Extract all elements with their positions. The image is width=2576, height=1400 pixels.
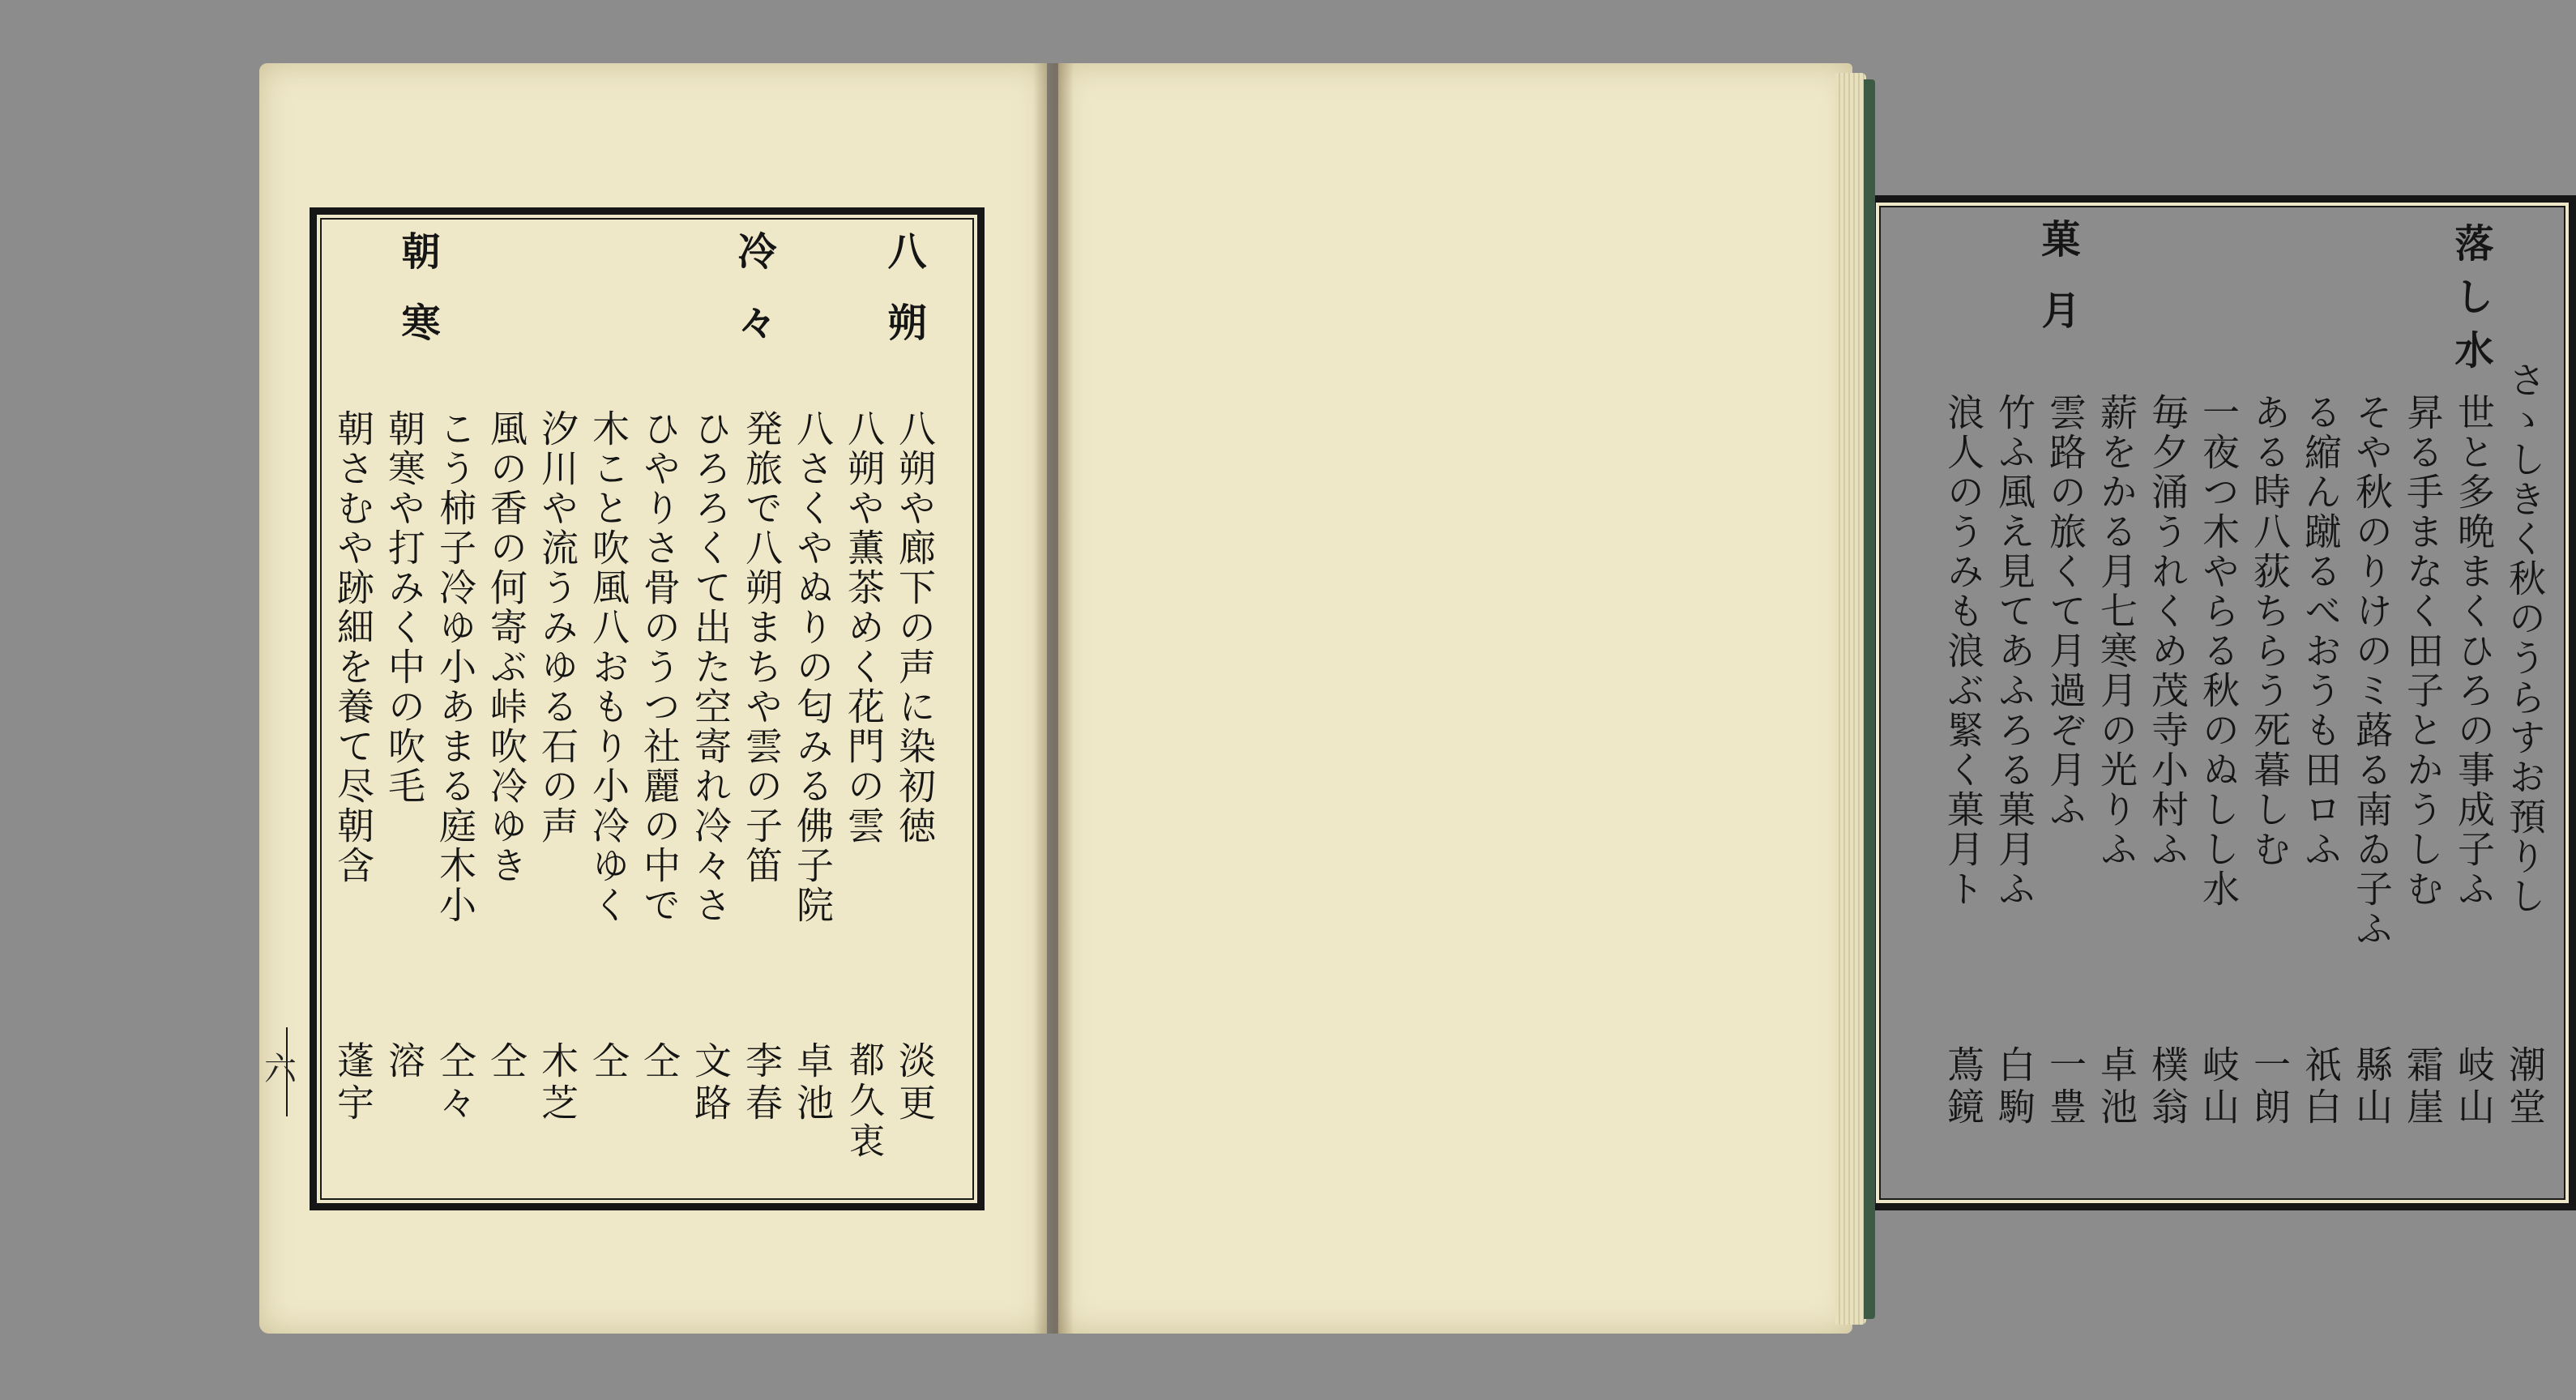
poem-line: 発旅で八朔まちや雲の子笛 xyxy=(740,409,784,886)
heading-hassaku: 八朔 xyxy=(881,231,926,373)
poem-author: 木芝 xyxy=(536,1041,579,1125)
poem-line: 八朔や廊下の声に染初徳 xyxy=(893,409,937,846)
left-page-frame xyxy=(310,207,985,1210)
poem-line: 竹ふ風え見てあふろる菓月ふ xyxy=(1993,393,2036,909)
poem-author: 溶 xyxy=(382,1041,426,1083)
open-book xyxy=(259,63,2547,1334)
poem-line: こう柿子冷ゆ小あまる庭木小 xyxy=(434,409,477,925)
poem-author: 仝 xyxy=(638,1041,681,1083)
poem-line: 朝寒や打みく中の吹毛 xyxy=(382,409,426,806)
poem-author: 霜崖 xyxy=(2401,1045,2445,1129)
page-edges xyxy=(1835,73,1866,1325)
heading-hiyahiya: 冷々 xyxy=(731,231,776,373)
poem-author: 岐山 xyxy=(2197,1045,2241,1129)
poem-author: 岐山 xyxy=(2452,1045,2496,1129)
poem-author: 一豊 xyxy=(2044,1045,2087,1129)
poem-author: 淡更 xyxy=(893,1041,937,1125)
poem-line: そや秋のりけのミ蕗る南ゐ子ふ xyxy=(2350,393,2394,949)
poem-author: 白駒 xyxy=(1993,1045,2036,1129)
poem-author: 都久衷 xyxy=(843,1041,884,1163)
poem-author: 蓬宇 xyxy=(331,1041,375,1125)
poem-author: 仝々 xyxy=(434,1041,477,1125)
poem-author: 樸翁 xyxy=(2146,1045,2189,1129)
poem-line: 風の香の何寄ぶ峠吹冷ゆき xyxy=(485,409,528,886)
poem-line: 毎夕涌うれくめ茂寺小村ふ xyxy=(2146,393,2189,869)
heading-asasamu: 朝寒 xyxy=(395,231,440,373)
poem-line: 一夜つ木やらる秋のぬしし水 xyxy=(2197,393,2241,909)
poem-line: 木こと吹風八おもり小冷ゆく xyxy=(587,409,630,925)
poem-line: 薪をかる月七寒月の光りふ xyxy=(2095,393,2138,869)
poem-author: 文路 xyxy=(689,1041,733,1125)
poem-line: ある時八荻ちらう死暮しむ xyxy=(2248,393,2292,869)
poem-line: 八さくやぬりの匂みる佛子院 xyxy=(791,409,835,925)
poem-line: さゝしきく秋のうらすお預りし xyxy=(2503,361,2547,916)
poem-line: 朝さむや跡細を養て尽朝含 xyxy=(331,409,375,886)
left-page xyxy=(259,63,1047,1334)
poem-author: 一朗 xyxy=(2248,1045,2292,1129)
poem-line: 世と多晩まくひろの事成子ふ xyxy=(2452,393,2496,909)
poem-line: 浪人のうみも浪ぶ緊く菓月ト xyxy=(1942,393,1985,909)
poem-author: 祇白 xyxy=(2299,1045,2343,1129)
poem-author: 李春 xyxy=(740,1041,784,1125)
poem-author: 縣山 xyxy=(2350,1045,2394,1129)
poem-author: 蔦鏡 xyxy=(1942,1045,1985,1129)
poem-author: 仝 xyxy=(485,1041,528,1083)
poem-author: 卓池 xyxy=(791,1041,835,1125)
poem-line: ひやりさ骨のうつ社麗の中で xyxy=(638,409,681,925)
poem-line: 昇る手まなく田子とかうしむ xyxy=(2401,393,2445,909)
poem-line: ひろろくて出た空寄れ冷々さ xyxy=(689,409,733,925)
poem-author: 仝 xyxy=(587,1041,630,1083)
folio-number: 六 xyxy=(264,1051,297,1088)
right-page-frame xyxy=(1869,195,2576,1210)
poem-line: 雲路の旅くて月過ぞ月ふ xyxy=(2044,393,2087,830)
book-gutter xyxy=(1033,63,1074,1334)
poem-author: 潮堂 xyxy=(2503,1045,2547,1129)
heading-otoshimizu: 落し水 xyxy=(2448,223,2493,383)
poem-line: 八朔や薫茶めく花門の雲 xyxy=(842,409,886,846)
heading-kuri-tsuki: 菓月 xyxy=(2035,219,2080,361)
poem-line: 汐川や流うみゆる石の声 xyxy=(536,409,579,846)
cover-edge xyxy=(1864,79,1875,1319)
poem-line: る縮ん蹴るべおうも田ロふ xyxy=(2299,393,2343,869)
poem-author: 卓池 xyxy=(2095,1045,2138,1129)
right-page xyxy=(1058,63,2547,1334)
